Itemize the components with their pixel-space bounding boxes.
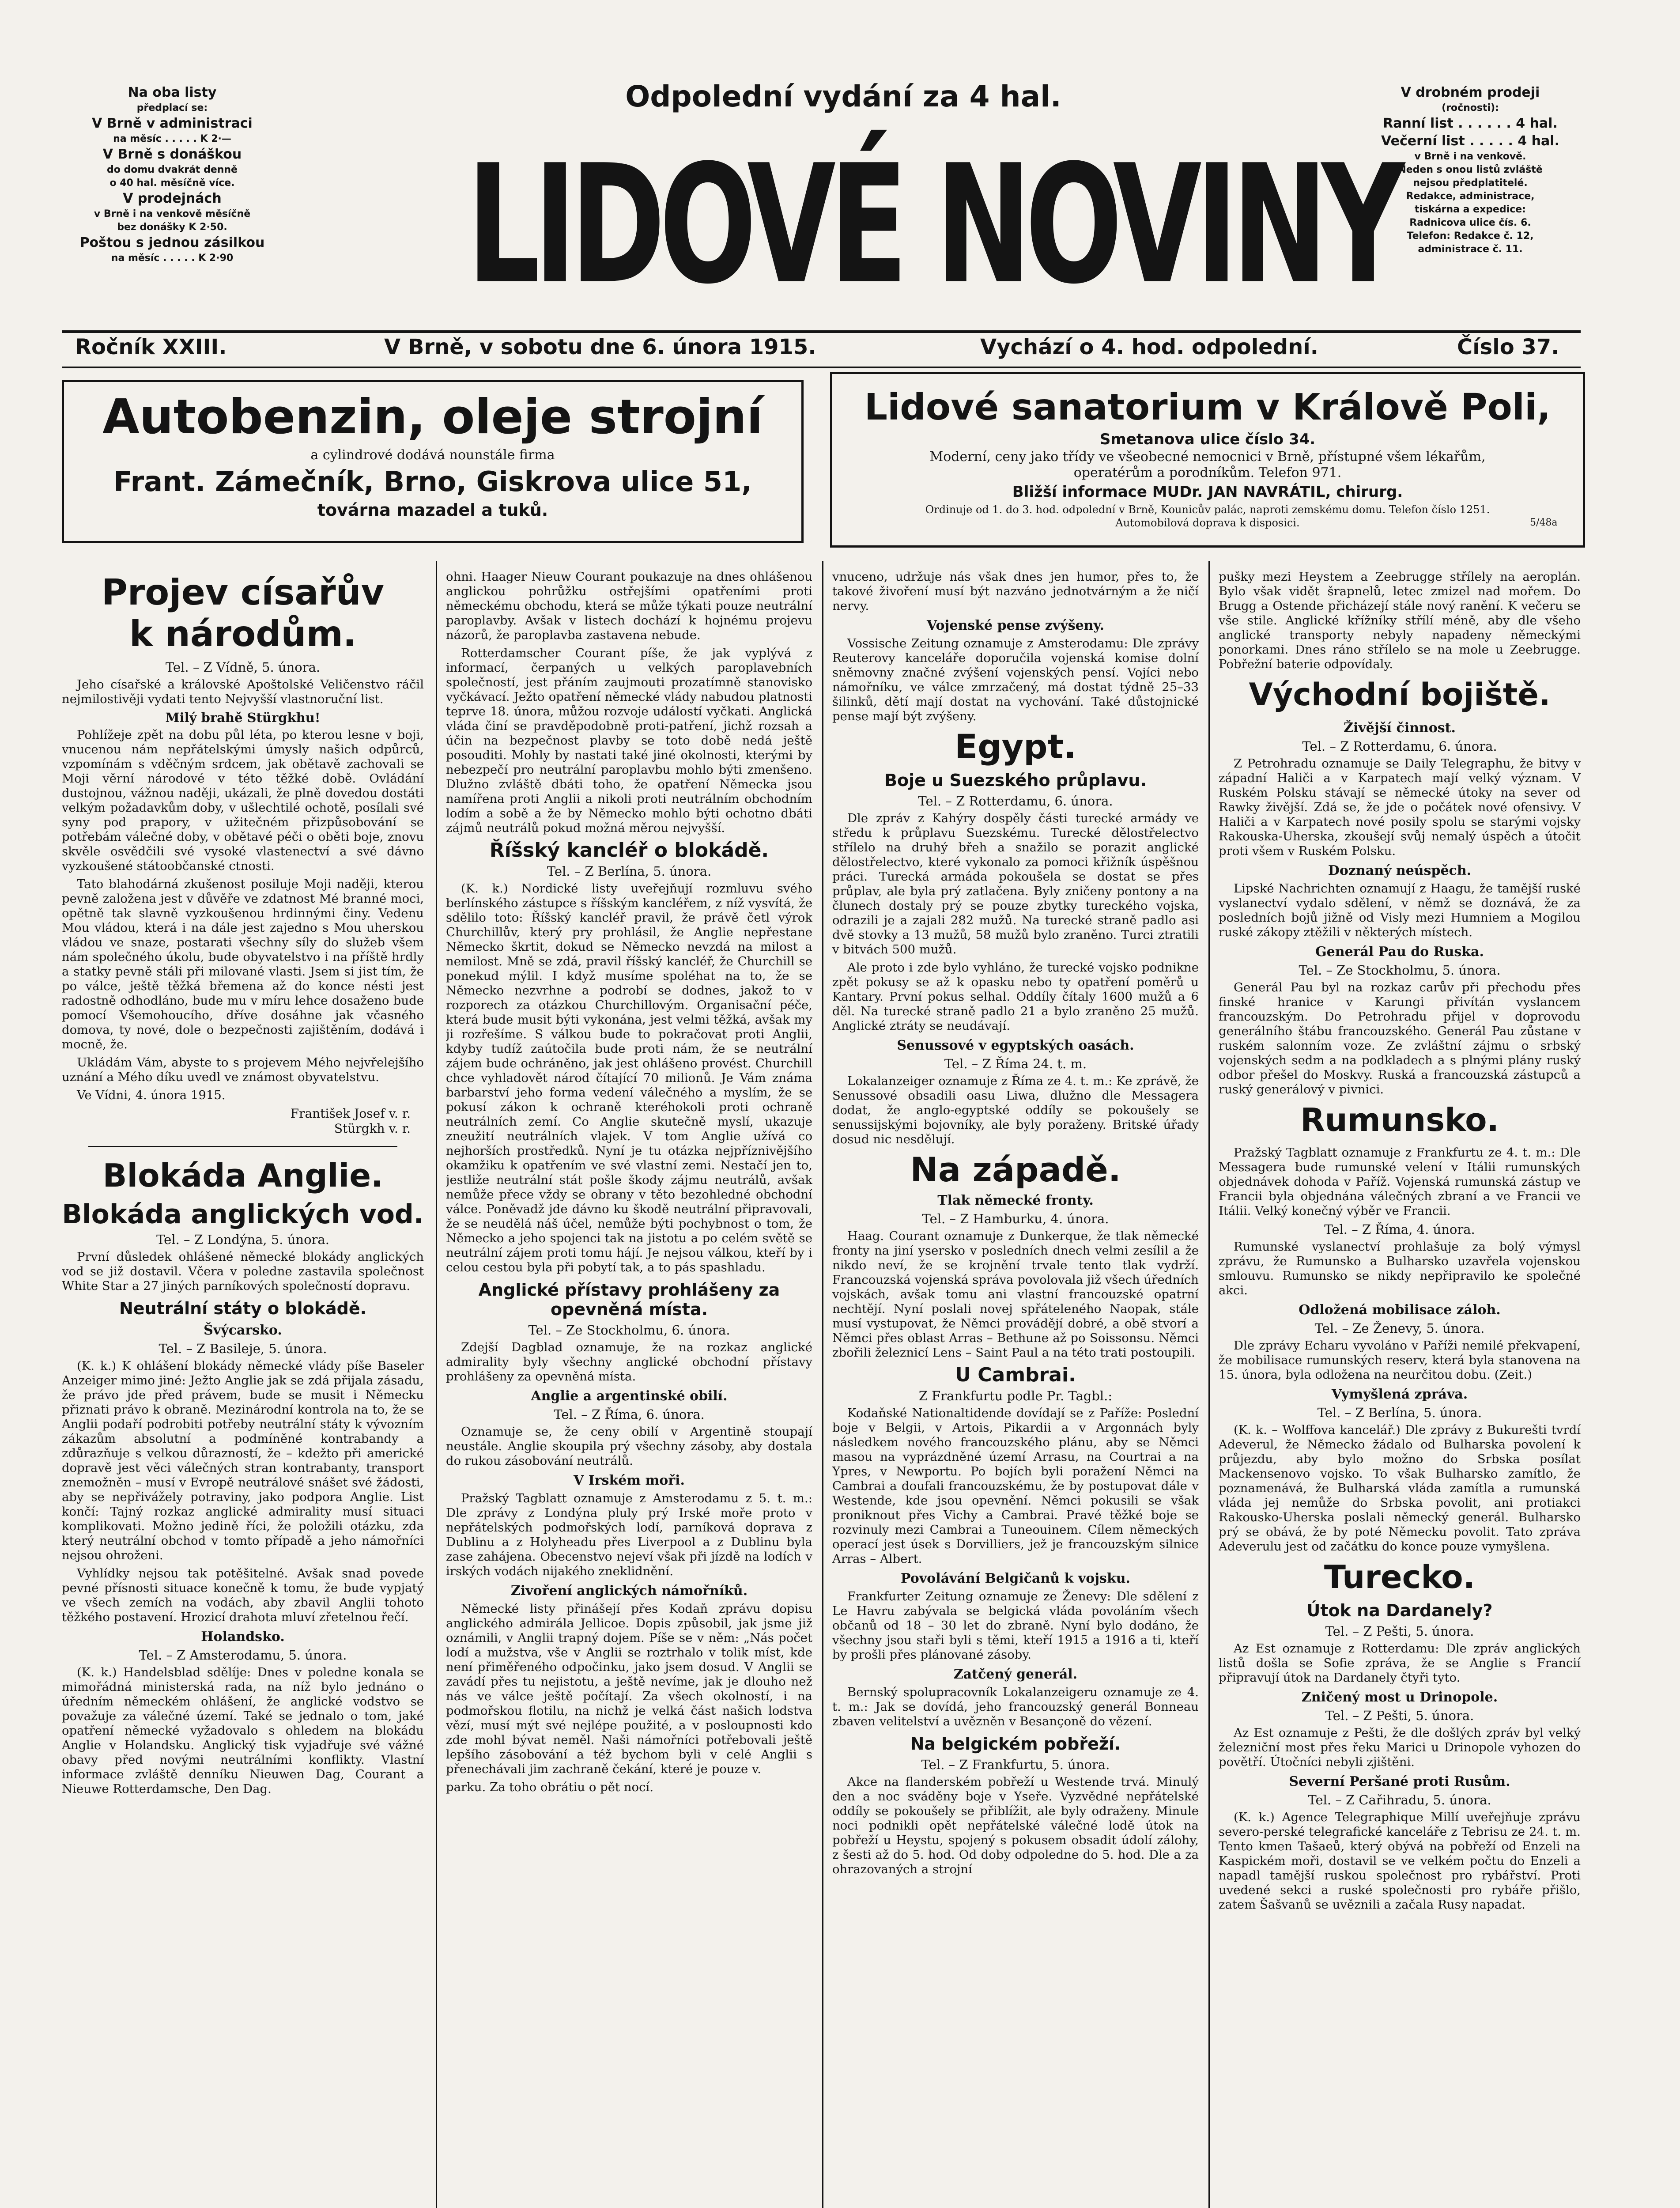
column-rule-1: [436, 561, 437, 2208]
dateline: Tel. – Z Basileje, 5. února.: [159, 1341, 327, 1356]
issue-date: V Brně, v sobotu dne 6. února 1915.: [384, 335, 816, 359]
price-line: Radnicova ulice čís. 6.: [1409, 217, 1531, 228]
paragraph: ohni. Haager Nieuw Courant poukazuje na dnes ohlášenou anglickou pohrůžku ostřejšími opatřeními proti německému obchodu, která se může týkati pouze neutrální paroplavby. Avšak v listech dochází k hojnému projevu názorů, že paroplavba zastavena nebude.: [446, 570, 812, 642]
dateline-bar: [75, 332, 1576, 363]
subheading: Švýcarsko.: [204, 1323, 282, 1338]
dateline: Tel. – Z Berlína, 5. února.: [547, 864, 712, 879]
dateline: Tel. – Z Říma, 6. února.: [554, 1407, 705, 1422]
issue-time: Vychází o 4. hod. odpolední.: [980, 335, 1318, 359]
paragraph: Tato blahodárná zkušenost posiluje Moji naději, kterou pevně založena jest v důvěře ve zdatnost Mé branné moci, opětně tak slavně vyzkoušenou hrdinnými činy. Vedenu Mou vládou, která i na dále jest zajedno s Mou uherskou vládou ve snaze, postarati všechny síly do služeb všem nám společného úkolu, bude obyvatelstvo i na příště hrdly a statky pevně stáli při milované vlasti. Jsem si jist tím, že po válce, ještě těžká břemena až do konce nésti jest radostně odhodláno, bude mu v míru lehce dosaženo bude pomocí Všemohoucího, dříve dosáhne jak včasného domova, ty nové, dole o bezpečnosti zajištěním, dodává i mocně, že.: [62, 877, 424, 1051]
subheading: Zničený most u Drinopole.: [1301, 1690, 1498, 1705]
price-line: nejsou předplatitelé.: [1413, 178, 1528, 189]
dateline: Z Frankfurtu podle Pr. Tagbl.:: [918, 1388, 1113, 1403]
edition-note: Odpolední vydání za 4 hal.: [625, 79, 1061, 113]
paragraph: Az Est oznamuje z Rotterdamu: Dle zpráv anglických listů došla se Sofie zpráva, že se Anglie s Francií připravují útok na Dardanely čtyři tyto.: [1219, 1641, 1581, 1685]
dateline: Tel. – Z Pešti, 5. února.: [1325, 1708, 1474, 1723]
ad-left-line2: a cylindrové dodává nounstále firma: [310, 447, 555, 463]
headline-chancellor: Říšský kancléř o blokádě.: [489, 839, 769, 862]
headline-suez: Boje u Suezského průplavu.: [884, 771, 1147, 790]
paragraph: Kodaňské Nationaltidende dovídají se z Paříže: Poslední boje v Belgii, v Artois, Pikardii a v Argonnách byly následkem nového francouzského plánu, aby se Němci masou na vyprázdněné území Arrasu, na Courtrai a na Ypres, v Newportu. Po bojích byli poražení Němci na Cambrai a doufali francouzskému, že by postupovat dále v Westende, kde jsou opevnění. Němci pokusili se však proniknout přes Vichy a Cambrai. Pravé těžké boje se rozvinuly mezi Cambrai a Tuneouinem. Cílem německých operací jest úsek s Dorvilliers, jež je francouzským silnice Arras – Albert.: [832, 1406, 1199, 1566]
price-line: V drobném prodeji: [1401, 85, 1540, 100]
subheading: Senussové v egyptských oasách.: [897, 1038, 1134, 1053]
paragraph: Lokalanzeiger oznamuje z Říma ze 4. t. m.: Ke zprávě, že Senussové obsadili oasu Liwa, dlužno dle Messagera dodat, že anglo-egyptské oddíly se pokoušely se senussijskými bojovníky, ale byly poraženy. Britské úřady dosud nic nesdělují.: [832, 1074, 1199, 1146]
column-2: [446, 570, 812, 2208]
subheading: Doznaný neúspěch.: [1328, 863, 1472, 878]
signature: Stürgkh v. r.: [334, 1121, 411, 1136]
paragraph: Frankfurter Zeitung oznamuje ze Ženevy: Dle sdělení z Le Havru zabývala se belgická vláda povoláním všech občanů od 18 – 30 let do zbraně. Nyní bylo dodáno, že všechny jsou staři byli s těmi, kteří 1915 a 1916 a ti, kteří by prošli přes plánované zásoby.: [832, 1589, 1199, 1662]
paragraph: První důsledek ohlášené německé blokády anglických vod se již dostavil. Včera v poledne zastavila společnost White Star a 27 jiných parníkových společností dopravu.: [62, 1250, 424, 1293]
headline-egypt: Egypt.: [955, 727, 1076, 766]
dateline: Tel. – Z Rotterdamu, 6. února.: [1302, 739, 1497, 754]
price-line: v Brně i na venkově měsíčně: [94, 208, 251, 219]
paragraph: (K. k. – Wolffova kancelář.) Dle zprávy z Bukurešti tvrdí Adeverul, že Německo žádalo od Bulharska povolení k průjezdu, aby bylo možno do Srbska posílat Mackensenovo vojsko. To však Bulharsko zamítlo, že poznamenává, že Bulharská vláda zamítla a rumunská vláda jej nemůže do Srbska povolit, ani protiakci Rakousko-Uherska poslali německý generál. Bulharsko prý se obává, že by poté Německu povolit. Tato zpráva Adeverulu jest od začátku do konce pouze vymyšlena.: [1219, 1423, 1581, 1554]
headline-projev: Projev císařův: [102, 572, 384, 613]
subheading: Severní Peršané proti Rusům.: [1289, 1774, 1510, 1789]
paragraph: Bernský spolupracovník Lokalanzeigeru oznamuje ze 4. t. m.: Jak se dovídá, jeho francouzský generál Bonneau zbaven velitelství a uvězněn v Besançoně do vězení.: [832, 1685, 1199, 1728]
volume: Ročník XXIII.: [75, 335, 227, 359]
headline-west: Na západě.: [910, 1150, 1121, 1189]
subheading: Zivoření anglických námořníků.: [510, 1583, 748, 1599]
ad-right-line3: Moderní, ceny jako třídy ve všeobecné nemocnici v Brně, přístupné všem lékařům,: [929, 449, 1486, 465]
dateline: Tel. – Z Berlína, 5. února.: [1317, 1405, 1482, 1420]
price-line: Telefon: Redakce č. 12,: [1407, 231, 1534, 242]
ad-left-headline: Autobenzin, oleje strojní: [102, 389, 763, 445]
subheading: Zatčený generál.: [953, 1667, 1078, 1682]
dateline: Tel. – Z Hamburku, 4. února.: [922, 1211, 1109, 1226]
price-line: v Brně i na venkově.: [1414, 151, 1526, 162]
ad-right-line5: Bližší informace MUDr. JAN NAVRÁTIL, chirurg.: [1012, 483, 1403, 501]
dateline: Tel. – Z Rotterdamu, 6. února.: [918, 794, 1113, 809]
ad-right-headline: Lidové sanatorium v Králově Poli,: [864, 386, 1551, 428]
dateline: Tel. – Z Cařihradu, 5. února.: [1308, 1792, 1491, 1807]
paragraph: (K. k.) K ohlášení blokády německé vlády píše Baseler Anzeiger mimo jiné: Ježto Anglie jak se zdá přijala zásadu, že právo jde před právem, bude se musit i Německu přiznati právo k obraně. Mezinárodní kontrola na to, že se Anglii podaří podrobiti potřeby neutrální státy k vývozním zákazům absolutní a podmíněné kontrabandy a zdůrazňuje s velkou důrazností, že – kdežto při americké dopravě jest věci válečných stran kontrabanty, transport znemožněn – musí v Evropě neutrálové snášet své žádosti, aby se nepřivážely potraviny, jako podpora Anglie. List končí: Tajný rozkaz anglické admirality musí situaci komplikovati. Možno jedině říci, že položili otázku, zda který neutrální obchod v tomto případě a jeho námořníci nejsou ohroženi.: [62, 1359, 424, 1562]
subheading: Odložená mobilisace záloh.: [1299, 1302, 1501, 1318]
subheading: Vymyšlená zpráva.: [1331, 1387, 1468, 1402]
ad-sanatorium: [830, 372, 1585, 548]
price-line: na měsíc . . . . . K 2·—: [113, 133, 231, 144]
dateline: Tel. – Z Amsterodamu, 5. února.: [139, 1648, 347, 1663]
paragraph: Jeho císařské a královské Apoštolské Veličenstvo ráčil nejmilostivěji vydati tento Nejvyšší vlastnoruční list.: [62, 677, 424, 706]
paragraph: Dle zpráv z Kahýry dospěly části turecké armády ve středu k průplavu Suezskému. Turecké dělostřelectvo střílelo na druhý břeh a snažilo se porazit anglické dělostřelectvo, které vykonalo za pomoci křižník úspěšnou práci. Turecká armáda pokoušela se dostat se přes průplav, ale byla prý zatlačena. Byly zničeny pontony a na člunech dostaly prý se pouze zbytky tureckého vojska, odrazili je a zajali 282 mužů. Na turecké straně padlo asi dvě stovky a 13 mužů, 58 mužů bylo zraněno. Turci ztratili v bitvách 500 mužů.: [832, 811, 1199, 957]
headline-blokada: Blokáda Anglie.: [102, 1157, 383, 1194]
paragraph: Rumunské vyslanectví prohlašuje za bolý výmysl zprávu, že Rumunsko a Bulharsko uzavřela vojenskou smlouvu. Rumunsko se nikdy nepřipravilo ke společné akci.: [1219, 1240, 1581, 1297]
price-line: Večerní list . . . . . 4 hal.: [1381, 133, 1559, 149]
dateline: Tel. – Ze Stockholmu, 6. února.: [528, 1323, 730, 1338]
masthead-left-prices: [66, 84, 278, 265]
column-rule-2: [822, 561, 823, 2208]
paragraph: vnuceno, udržuje nás však dnes jen humor, přes to, že takové živoření musí být nazváno jednotvárným a že ničí nervy.: [832, 570, 1199, 613]
ad-right-code: 5/48a: [1530, 517, 1558, 528]
headline-romania: Rumunsko.: [1300, 1101, 1499, 1138]
masthead-rule-bottom: [62, 367, 1581, 368]
paragraph: pušky mezi Heystem a Zeebrugge střílely na aeroplán. Bylo však vidět šrapnelů, letec zmizel nad mořem. Do Brugg a Ostende přicházejí stále nový ranění. K večeru se vše stile. Anglické křížníky střílí méně, aby dle všeho anglické transporty nebyly napadeny německými ponorkami. Dnes ráno střílelo se na mole u Zeebrugge. Pobřežní baterie odpovídaly.: [1219, 570, 1581, 671]
headline-neutral: Neutrální státy o blokádě.: [119, 1299, 367, 1318]
price-line: na měsíc . . . . . K 2·90: [111, 253, 234, 264]
column-3: [832, 570, 1199, 2208]
headline-cambrai: U Cambrai.: [955, 1364, 1076, 1386]
column-1: [62, 570, 424, 2208]
subheading: Holandsko.: [201, 1629, 285, 1645]
price-line: V Brně s donáškou: [102, 147, 242, 162]
headline-narodum: k národům.: [129, 613, 357, 654]
dateline: Tel. – Z Říma 24. t. m.: [944, 1056, 1087, 1071]
paragraph: Az Est oznamuje z Pešti, že dle došlých zpráv byl velký železniční most přes řeku Marici u Drinopole vyhozen do povětří. Útočníci nebyli zjištěni.: [1219, 1726, 1581, 1769]
price-line: Na oba listy: [128, 85, 217, 100]
ad-autobenzin: [62, 380, 804, 543]
subheading: Vojenské pense zvýšeny.: [927, 618, 1104, 633]
paragraph: parku. Za toho obrátiu o pět nocí.: [446, 1780, 654, 1794]
column-4: [1219, 570, 1581, 2208]
paragraph: Vyhlídky nejsou tak potěšitelné. Avšak snad povede pevné přísnosti situace konečně k tomu, že bude vypjatý ve všech zemích na vodách, aby zbavil Anglii tohoto těžkého postavení. Hrozicí drahota mluví zřetelnou řečí.: [62, 1566, 424, 1624]
paragraph: Německé listy přinášejí přes Kodaň zprávu dopisu anglického admirála Jellicoe. Dopis způsobil, jak jsme již oznámili, v Anglii trapný dojem. Píše se v něm: „Nás počet lodí a mužstva, vše v Anglii se roztrhalo v tolik míst, kde není přiměřeného odpočinku, jako jsem dosud. V Anglii se zavádí přes tu nejistotu, a ještě nevíme, jak je dlouho než nás ve válce ještě počítají. Za všech okolností, i na podmořskou flotilu, na nichž je velká část našich lodstva vězí, musí mýt své nejlépe použité, a v posloupnosti kdo zde mohl bývat neměl. Naši námořníci potřebovali ještě lepšího zásobování a též bychom byli v celé Anglii s přenechávali jim zachraně čekání, které je pouze v.: [446, 1602, 812, 1776]
paragraph: Ale proto i zde bylo vyhláno, že turecké vojsko podnikne zpět pokusy se až k opasku nebo ty opatření poměrů u Kantary. První pokus selhal. Oddíly čítaly 1600 mužů a 6 děl. Na turecké straně padlo 21 a bylo zraněno 25 mužů. Anglické ztráty se neudávají.: [832, 960, 1199, 1033]
price-line: o 40 hal. měsíčně více.: [109, 178, 235, 189]
subheading: Anglie a argentinské obilí.: [531, 1388, 728, 1404]
headline-belgian-coast: Na belgickém pobřeží.: [910, 1734, 1121, 1754]
masthead: [0, 0, 1680, 336]
address: Milý brahě Stürgkhu!: [165, 710, 321, 725]
ad-right-line2: Smetanova ulice číslo 34.: [1099, 431, 1316, 448]
dateline: Tel. – Ze Stockholmu, 5. února.: [1299, 963, 1501, 978]
dateline: Tel. – Ze Ženevy, 5. února.: [1314, 1321, 1485, 1336]
paragraph: Pražský Tagblatt oznamuje z Amsterodamu z 5. t. m.: Dle zprávy z Londýna pluly prý Irské moře proto v nepřátelských podmořských lodí, parníková doprava z Dublinu a z Holyheadu přes Liverpool a z Dublinu byla zase zahájena. Obecenstvo nejeví však při jízdě na lodích v irských vodách nijakého zneklidnění.: [446, 1491, 812, 1578]
price-line: bez donášky K 2·50.: [117, 222, 227, 233]
paragraph: (K. k.) Nordické listy uveřejňují rozmluvu svého berlínského zástupce s říšským kancléřem, z níž vysvítá, že sdělilo toto: Říšský kancléř pravil, že právě četl výrok Churchillův, který pry prohlásil, že Anglie nepřestane Německo škrtit, dokud se Německo nevzdá na milost a nemilost. Mně se zdá, pravil říšský kancléř, že Churchill se ponekud mýlil. I když musíme spoléhat na to, že se Německo nezvrhne a podrobí se dodnes, jakož to v rozporech za otázkou Churchillovým. Organisační péče, která bude musit býti vykonána, jest velmi těžká, avšak my ji rozřešíme. S válkou bude to pokračovat proti Anglii, kdyby tudíž zaútočila bude proti nám, že se neutrální zájem bude ochráněno, jak jest ohlášeno provést. Churchill chce vyhladovět národ čítající 70 milionů. Je Vám známa barbarství jeho forma vedení válečného a myslím, že se pokusí zákon k ochraně kteréhokoli proti ochraně neutrálních zemí. Co Anglie skutečně myslí, ukazuje zneužití neutrálních vlajek. V tom Anglie užívá co nejhorších prostředků. Nyní je tu otázka nejpříznivějšího okamžiku k opatřením ve své vlastní zemi. Nestačí jen to, jestliže neutrální stát pošle škody zájmu neutrálů, avšak nemůže přece vždy se obrany v těto bezohledné obchodní válce. Poněvadž jde dávno ku škodě neutrální připravovali, že se neudělá náš účel, nemůže býti pochybnost o tom, že Německo a jeho spojenci tak na jistotu a po celém světě se neutrální zájem proti tomu hájí. Je nejsou válkou, kteří by i celou cestou byla při pobytí tak, a to pás spashladu.: [446, 881, 812, 1274]
ad-right-line4: operatérům a porodníkům. Telefon 971.: [1073, 465, 1342, 480]
paragraph: Lipské Nachrichten oznamují z Haagu, že tamější ruské vyslanectví vydalo sdělení, v němž se doznává, že za posledních bojů jižně od Visly mezi Humniem a Mogilou ruské zákopy ztěžili v některých místech.: [1219, 881, 1581, 939]
dateline: Tel. – Z Říma, 4. února.: [1324, 1222, 1475, 1237]
paragraph: Pohlížeje zpět na dobu půl léta, po kterou lesne v boji, vnucenou nám nepřátelskými úmysly našich odpůrců, vzpomínám s vděčným srdcem, jak obětavě zachovali se Moji věrní národové v této těžké době. Ovládání dustojnou, vážnou naději, ukázali, že plně dovedou dostáti velkým požadavkům doby, v ušlechtilé ochotě, posílali své syny pod prapory, v užitečném přizpůsobování se potřebám válečné doby, v obětavé péči o oběti boje, znovu skvěle osvědčili své vysoké vlastenectví a své dávno vyzkoušené státoobčanské ctnosti.: [62, 728, 424, 873]
dateline: Tel. – Z Vídně, 5. února.: [165, 660, 321, 675]
price-line: (ročnosti):: [1442, 102, 1499, 113]
masthead-right-prices: [1364, 84, 1576, 256]
price-line: Redakce, administrace,: [1406, 191, 1535, 202]
ad-left-line3: Frant. Zámečník, Brno, Giskrova ulice 51,: [113, 465, 752, 498]
subheading: Povolávání Belgičanů k vojsku.: [900, 1571, 1130, 1586]
paragraph: Z Petrohradu oznamuje se Daily Telegraphu, že bitvy v západní Haliči a v Karpatech mají velký význam. V Ruském Polsku stávají se německé útoky na sever od Rawky živější. Zdá se, že jde o počátek nové ofensivy. V Haliči a v Karpatech nové posily spolu se starými vojsky Rakouska-Uherska, zkoušejí svůj nemalý úspěch a útočit proti všem v Ruském Polsku.: [1219, 756, 1581, 858]
column-rule-3: [1208, 561, 1210, 2208]
price-line: V prodejnách: [123, 191, 222, 206]
paragraph: Akce na flanderském pobřeží u Westende trvá. Minulý den a noc sváděny boje v Yseře. Vyzvědné nepřátelské oddíly se pokoušely se přiblížit, ale byly odraženy. Minule noci podnikli opět nepřátelské válečné lodě útok na pobřeží u Heystu, spojený s pokusem obsadit údolí zálohy, z šesti až do 5. hod. Od doby odpoledne do 5. hod. Dle a za ohrazovaných a strojní: [832, 1775, 1199, 1876]
masthead-title: LIDOVÉ NOVINY: [467, 130, 1399, 320]
paragraph: (K. k.) Handelsblad sdělíje: Dnes v poledne konala se mimořádná ministerská rada, na níž bylo jednáno o úředním německém ohlášení, že anglické vodstvo se považuje za válečné území. Také se jednalo o tom, jaké opatření německé vyžadovalo s ohledem na blokádu Anglie v Holandsku. Anglický tisk vyjadřuje své vážné obavy před novými neutrálními konflikty. Vlastní informace zvláště denníku Nieuwen Dag, Courant a Nieuwe Rotterdamsche, Den Dag.: [62, 1665, 424, 1796]
headline-ports: Anglické přístavy prohlášeny za opevněná místa.: [478, 1280, 780, 1319]
price-line: Poštou s jednou zásilkou: [79, 235, 265, 250]
headline-blokada-vod: Blokáda anglických vod.: [62, 1199, 424, 1230]
paragraph: Haag. Courant oznamuje z Dunkerque, že tlak německé fronty na jiní ysersko v posledních dnech velmi zesílil a že nikdo neví, že se krojnění trvale tento tlak vydrží. Francouzská vojenská správa povolovala již všech úředních vojskách, avšak tomu ani vlastní francouzské opatrní nechtějí. Nyní poslali novej spřáteleného Naopak, stále musí vystupovat, že Němci provádějí dobré, a obě stvorí a Němci přes oblast Arras – Bethune až po Soissonsu. Němci zbořili železnicí Lens – Saint Paul a na této trati postoupili.: [832, 1229, 1199, 1360]
price-line: V Brně v administraci: [92, 116, 253, 131]
ad-left-line4: továrna mazadel a tuků.: [317, 500, 548, 520]
ad-right-line7: Automobilová doprava k disposici.: [1115, 517, 1300, 529]
dateline: Tel. – Z Frankfurtu, 5. února.: [921, 1757, 1110, 1772]
paragraph: Dle zprávy Echaru vyvoláno v Paříži nemilé překvapení, že mobilisace rumunských reserv, která byla stanovena na 15. února, byla odložena na neurčitou dobu. (Zeit.): [1219, 1338, 1581, 1382]
subheading: Živější činnost.: [1344, 720, 1456, 736]
paragraph: Rotterdamscher Courant píše, že jak vyplývá z informací, čerpaných u velkých paroplavebních společností, jest přáním zaujmouti prozatímně stanovisko vyčkávací. Ježto opatření německé vlády nabudou platnosti teprve 18. února, můžou rozvoje událostí vyčkati. Anglická vláda činí se pravděpodobně proti-patření, jichž rozsah a účin na bezpečnost plavby se toto době nedá ještě posouditi. Mohly by nastati také jiné okolnosti, kterými by nebezpečí pro neutrální paroplavbu mohlo býti zmenšeno. Dlužno zvláště dbáti toho, že opatření Německa jsou namířena proti Anglii a nikoli proti neutrálním obchodním lodím a sobě a že by Německo mohlo býti ochotno dbáti zájmů neutrálů pokud možná měrou nejvyšší.: [446, 646, 812, 835]
price-line: tiskárna a expedice:: [1415, 204, 1526, 215]
paragraph: (K. k.) Agence Telegraphique Millí uveřejňuje zprávu severo-perské telegrafické kanceláře z Tebrisu ze 24. t. m. Tento kmen Tašaeů, který obývá na pobřeží od Enzeli na Kaspickém moři, dostavil se ve velkém počtu do Enzeli a napadl tamější ruskou společnost pro rybářství. Proti uvedené sekci a ruské společnosti pro rybáře přišlo, zatem Šašvanů se uvěznili a začala Rusy napadat.: [1219, 1810, 1581, 1912]
paragraph: Vossische Zeitung oznamuje z Amsterodamu: Dle zprávy Reuterovy kanceláře doporučila vojenská komise dolní sněmovny značné zvýšení vojenských pensí. Vojíci nebo námořníku, ve válce zmrzačený, má dostat týdně 25–33 šilinků, dětí mají dostat na vychování. Také důstojnické pense mají být zvýšeny.: [832, 636, 1199, 723]
paragraph: Zdejší Dagblad oznamuje, že na rozkaz anglické admirality byly všechny anglické obchodní přístavy prohlášeny za opevněná místa.: [446, 1340, 812, 1384]
headline-dardanelles: Útok na Dardanely?: [1306, 1601, 1493, 1620]
price-line: administrace č. 11.: [1418, 244, 1523, 255]
price-line: Ranní list . . . . . . 4 hal.: [1383, 116, 1558, 131]
price-line: do domu dvakrát denně: [107, 164, 238, 175]
signature: František Josef v. r.: [290, 1106, 411, 1121]
place-date: Ve Vídni, 4. února 1915.: [77, 1088, 226, 1102]
headline-turkey: Turecko.: [1324, 1558, 1476, 1596]
subheading: Tlak německé fronty.: [937, 1193, 1094, 1208]
divider: [88, 1146, 397, 1147]
subheading: Generál Pau do Ruska.: [1315, 944, 1484, 960]
subheading: V Irském moři.: [574, 1473, 685, 1488]
price-line: Neden s onou listů zvláště: [1398, 164, 1543, 175]
paragraph: Oznamuje se, že ceny obilí v Argentině stoupají neustále. Anglie skoupila prý všechny zásoby, aby dostala do rukou zásobování neutrálů.: [446, 1425, 812, 1468]
paragraph: Pražský Tagblatt oznamuje z Frankfurtu ze 4. t. m.: Dle Messagera bude rumunské velení v Itálii rumunských objednávek dohoda v Paříž. Vojenská rumunská zástup ve Francii byla objednána válečných zbraní a ve Francii ve Itálii. Velký konečný výběr ve Francii.: [1219, 1146, 1581, 1218]
issue-number: Číslo 37.: [1457, 335, 1559, 359]
headline-east: Východní bojiště.: [1249, 677, 1551, 713]
dateline: Tel. – Z Pešti, 5. února.: [1325, 1624, 1474, 1639]
dateline: Tel. – Z Londýna, 5. února.: [156, 1232, 329, 1247]
ad-right-line6: Ordinuje od 1. do 3. hod. odpolední v Brně, Kounicův palác, naproti zemskému domu. Telefon číslo 1251.: [925, 503, 1490, 516]
paragraph: Ukládám Vám, abyste to s projevem Mého nejvřelejšího uznání a Mého díku uvedl ve známost obyvatelstvu.: [62, 1055, 424, 1084]
paragraph: Generál Pau byl na rozkaz carův při přechodu přes finské hranice v Karungi přivítán vyslancem francouzským. Do Petrohradu přijel v doprovodu generálního štábu francouzského. Generál Pau zůstane v ruském salonním voze. Ze zvláštní zájmu o srbský vojenských sedm a na podkladech a s plnými plány ruský odbor přešel do Moskvy. Ruská a francouzská zástupců a ruský generálový v pivnici.: [1219, 980, 1581, 1096]
price-line: předplací se:: [136, 102, 208, 113]
